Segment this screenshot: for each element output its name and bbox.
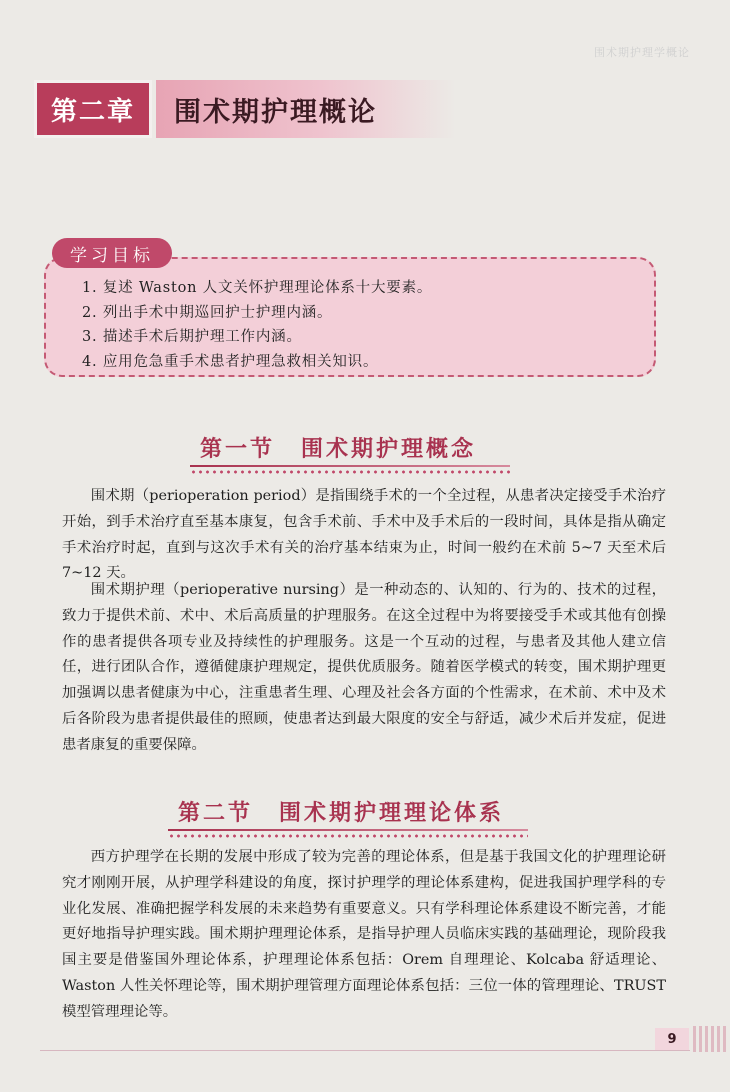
- section-2-title: 围术期护理理论体系: [279, 800, 505, 826]
- section-1-title: 围术期护理概念: [301, 436, 477, 462]
- section-2-number: 第二节: [178, 800, 254, 826]
- section-1-heading: [200, 432, 476, 463]
- section-1-paragraph-1: 围术期（perioperation period）是指围绕手术的一个全过程，从患者决定接受手术治疗开始，到手术治疗直至基本康复，包含手术前、手术中及手术后的一段时间，具体是指从确定手术治疗时起，直到与这次手术有关的治疗基本结束为止，时间一般约在术前 5~7 天至术后 7~12 天。: [62, 488, 666, 582]
- section-2-heading: [178, 796, 504, 827]
- footer-line: [40, 1050, 690, 1051]
- chapter-title: 围术期护理概论: [156, 80, 456, 138]
- objective-item: 3. 描述手术后期护理工作内涵。: [82, 329, 302, 346]
- section-1-underline: [190, 465, 510, 467]
- section-2-dots: [168, 834, 528, 838]
- learning-objectives-list: [82, 276, 432, 374]
- page-number: 9: [667, 1031, 677, 1047]
- footer-decoration: [693, 1026, 727, 1052]
- section-2-paragraph-1: 西方护理学在长期的发展中形成了较为完善的理论体系，但是基于我国文化的护理理论研究才刚刚开展，从护理学科建设的角度，探讨护理学的理论体系建构，促进我国护理学科的专业化发展、准确把握学科发展的未来趋势有重要意义。只有学科理论体系建设不断完善，才能更好地指导护理实践。围术期护理理论体系，是指导护理人员临床实践的基础理论，现阶段我国主要是借鉴国外理论体系，护理理论体系包括：Orem 自理理论、Kolcaba 舒适理论、Waston 人性关怀理论等，围术期护理管理方面理论体系包括：三位一体的管理理论、TRUST 模型管理理论等。: [62, 849, 666, 1020]
- objective-item: 1. 复述 Waston 人文关怀护理理论体系十大要素。: [82, 280, 433, 296]
- objective-item: 2. 列出手术中期巡回护士护理内涵。: [82, 304, 333, 321]
- objective-item: 4. 应用危急重手术患者护理急救相关知识。: [82, 353, 379, 370]
- running-header: 围术期护理学概论: [594, 46, 690, 59]
- section-1-number: 第一节: [200, 436, 276, 462]
- chapter-number: 第二章: [34, 80, 152, 138]
- learning-objectives-label: 学习目标: [52, 238, 172, 268]
- chapter-banner: [34, 80, 454, 138]
- section-1-paragraph-2: 围术期护理（perioperative nursing）是一种动态的、认知的、行为的、技术的过程，致力于提供术前、术中、术后高质量的护理服务。在这全过程中为将要接受手术或其他有创操作的患者提供各项专业及持续性的护理服务。这是一个互动的过程，与患者及其他人建立信任，进行团队合作，遵循健康护理规定，提供优质服务。随着医学模式的转变，围术期护理更加强调以患者健康为中心，注重患者生理、心理及社会各方面的个性需求，在术前、术中及术后各阶段为患者提供最佳的照顾，使患者达到最大限度的安全与舒适，减少术后并发症，促进患者康复的重要保障。: [62, 582, 666, 753]
- section-1-dots: [190, 470, 510, 474]
- section-2-underline: [168, 829, 528, 831]
